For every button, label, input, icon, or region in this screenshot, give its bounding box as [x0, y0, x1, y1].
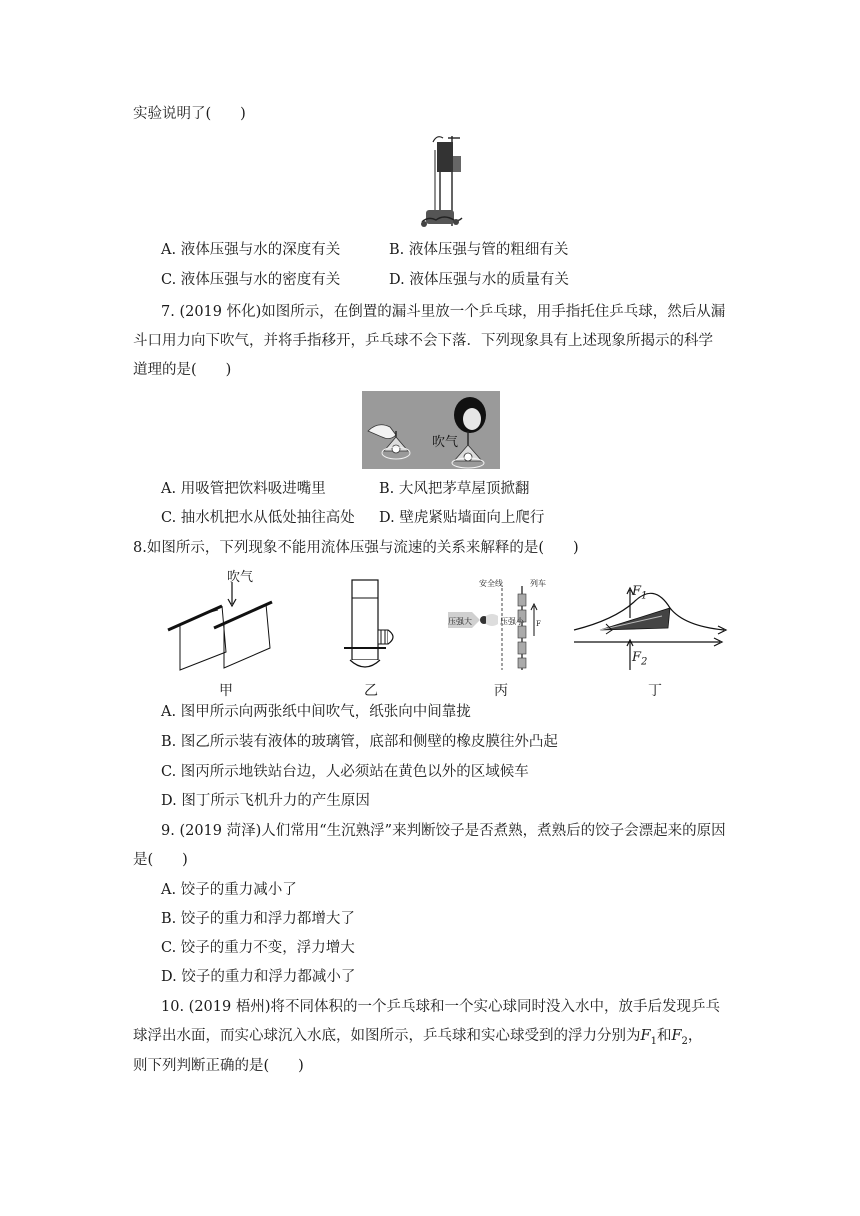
q10-stem-line2-text: 球浮出水面，而实心球沉入水底，如图所示，乒乓球和实心球受到的浮力分别为 [133, 1028, 641, 1044]
q9-stem-line1: 9. (2019 菏泽)人们常用“生沉熟浮”来判断饺子是否煮熟，煮熟后的饺子会漂起来的原因 [161, 823, 726, 839]
figure-yi-glass-tube [340, 578, 404, 680]
q10-comma: ， [687, 1028, 703, 1044]
q10-stem-line1: 10. (2019 梧州)将不同体积的一个乒乓球和一个实心球同时没入水中，放手后发现乒乓 [161, 999, 720, 1015]
q6-option-c[interactable]: C. 液体压强与水的密度有关 [161, 272, 341, 288]
q7-option-d[interactable]: D. 壁虎紧贴墙面向上爬行 [379, 510, 545, 526]
q8-stem: 8.如图所示，下列现象不能用流体压强与流速的关系来解释的是( ) [133, 540, 579, 556]
q8-option-a[interactable]: A. 图甲所示向两张纸中间吹气，纸张向中间靠拢 [161, 704, 471, 720]
q8-bing-train-label: 列车 [530, 579, 546, 588]
q7-figure-label: 吹气 [432, 435, 459, 450]
q8-bing-high-pressure-label: 压强大 [448, 617, 472, 626]
figure-jia-paper-sheets [160, 570, 290, 676]
figure-ding-airfoil [570, 580, 730, 672]
q10-f1-symbol: F [640, 1028, 651, 1044]
q7-stem-line3: 道理的是( ) [133, 362, 232, 378]
q9-option-a[interactable]: A. 饺子的重力减小了 [161, 882, 297, 898]
q8-option-d[interactable]: D. 图丁所示飞机升力的产生原因 [161, 793, 370, 809]
funnel-ball-figure [362, 391, 500, 469]
q7-option-b[interactable]: B. 大风把茅草屋顶掀翻 [379, 481, 530, 497]
q10-and-text: 和 [656, 1028, 672, 1044]
q6-option-a[interactable]: A. 液体压强与水的深度有关 [161, 242, 341, 258]
q8-caption-ding: 丁 [648, 683, 662, 699]
q8-bing-low-pressure-label: 压强小 [500, 617, 524, 626]
q8-bing-safety-line-label: 安全线 [479, 579, 503, 588]
q6-option-d[interactable]: D. 液体压强与水的质量有关 [389, 272, 569, 288]
q7-stem-line2: 斗口用力向下吹气，并将手指移开，乒乓球不会下落．下列现象具有上述现象所揭示的科学 [133, 333, 713, 349]
q6-stem-tail: 实验说明了( ) [133, 106, 246, 122]
q9-option-d[interactable]: D. 饺子的重力和浮力都减小了 [161, 969, 356, 985]
q10-stem-line2 [133, 1026, 702, 1052]
q10-stem-line3: 则下列判断正确的是( ) [133, 1058, 304, 1074]
q10-f1-subscript: 1 [650, 1035, 657, 1047]
q8-option-b[interactable]: B. 图乙所示装有液体的玻璃管，底部和侧壁的橡皮膜往外凸起 [161, 734, 558, 750]
q8-caption-yi: 乙 [364, 683, 378, 699]
q8-jia-blow-label: 吹气 [227, 570, 254, 585]
q8-ding-f2-label: $F_2$ [632, 650, 648, 668]
q7-option-c[interactable]: C. 抽水机把水从低处抽往高处 [161, 510, 355, 526]
q6-option-b[interactable]: B. 液体压强与管的粗细有关 [389, 242, 569, 258]
q8-ding-f1-label: $F_1$ [632, 584, 648, 602]
q8-caption-jia: 甲 [219, 683, 233, 699]
q10-f2-subscript: 2 [681, 1035, 688, 1047]
q8-bing-force-label: F [536, 620, 541, 628]
q7-stem-line1: 7. (2019 怀化)如图所示，在倒置的漏斗里放一个乒乓球，用手指托住乒乓球，然后从漏 [161, 304, 726, 320]
q9-option-b[interactable]: B. 饺子的重力和浮力都增大了 [161, 911, 355, 927]
q7-option-a[interactable]: A. 用吸管把饮料吸进嘴里 [161, 481, 326, 497]
q8-option-c[interactable]: C. 图丙所示地铁站台边，人必须站在黄色以外的区域候车 [161, 764, 529, 780]
q10-f2-symbol: F [671, 1028, 682, 1044]
q9-stem-line2: 是( ) [133, 852, 188, 868]
barrel-experiment-figure [404, 130, 468, 230]
q9-option-c[interactable]: C. 饺子的重力不变，浮力增大 [161, 940, 355, 956]
q8-caption-bing: 丙 [494, 683, 508, 699]
